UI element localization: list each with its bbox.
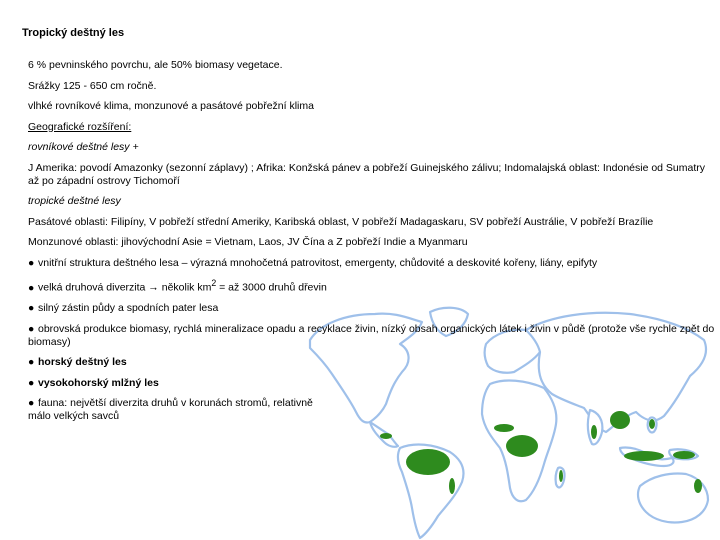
forest-new-guinea: [673, 451, 695, 459]
bullet-text: silný zástin půdy a spodních pater lesa: [38, 302, 219, 314]
forest-brazil-coast: [449, 478, 455, 494]
bullet-text: vnitřní struktura deštného lesa – výrazná mnohočetná patrovitost, emergenty, chůdovité a deskovité kořeny, liány, epifyty: [38, 256, 598, 269]
bullet-text-wrap: [28, 397, 318, 423]
bullet-item: [28, 302, 718, 315]
forest-madagascar: [559, 470, 563, 482]
bullet-icon: ●: [28, 376, 35, 389]
bullet-text: = až 3000 druhů dřevin: [216, 281, 327, 294]
forest-indonesia: [624, 451, 664, 461]
bullet-item: [28, 397, 718, 423]
bullet-item: [28, 257, 718, 270]
bullet-icon: ●: [28, 397, 35, 409]
text-line: Srážky 125 - 650 cm ročně.: [28, 79, 157, 92]
text-body: [28, 59, 718, 431]
bullet-item: [28, 377, 718, 390]
forest-congo: [506, 435, 538, 457]
subheading: rovníkové deštné lesy +: [28, 141, 139, 153]
slide-title: Tropický deštný les: [22, 27, 125, 39]
text-line: Pasátové oblasti: Filipíny, V pobřeží střední Ameriky, Karibská oblast, V pobřeží Madagaskaru, SV pobřeží Austrálie, V pobřeží Brazílie: [28, 215, 654, 228]
bullet-text: vysokohorský mlžný les: [38, 376, 159, 389]
forest-amazon: [406, 449, 450, 475]
text-line: J Amerika: povodí Amazonky (sezonní záplavy) ; Afrika: Konžská pánev a pobřeží Guinejského zálivu; Indomalajská oblast: Indonésie od Sumatry až po západní ostrovy Tichomoří: [28, 161, 706, 187]
bullet-text: velká druhová diverzita → několik km: [38, 281, 212, 294]
bullet-text: obrovská produkce biomasy, rychlá mineralizace opadu a recyklace živin, nízký obsah organických látek i živin v půdě (protože vše rychle zpět do biomasy): [28, 322, 715, 348]
superscript: 2: [211, 278, 217, 288]
text-line: Monzunové oblasti: jihovýchodní Asie = Vietnam, Laos, JV Čína a Z pobřeží Indie a Myanmaru: [28, 236, 468, 248]
bullet-icon: ●: [28, 256, 35, 269]
forest-central-america: [380, 433, 392, 439]
bullet-item: [28, 356, 718, 369]
bullet-item: [28, 323, 718, 349]
bullet-icon: ●: [28, 281, 35, 294]
text-line: 6 % pevninského povrchu, ale 50% biomasy vegetace.: [28, 59, 283, 71]
bullet-text: horský deštný les: [38, 356, 127, 368]
bullet-text: fauna: největší diverzita druhů v korunách stromů, relativně málo velkých savců: [28, 397, 313, 422]
forest-ne-australia: [694, 479, 702, 493]
subheading: tropické deštné lesy: [28, 195, 121, 207]
section-heading: Geografické rozšíření:: [28, 120, 132, 133]
bullet-icon: ●: [28, 356, 35, 368]
text-line: vlhké rovníkové klima, monzunové a pasátové pobřežní klima: [28, 100, 314, 112]
bullet-icon: ●: [28, 302, 35, 314]
bullet-icon: ●: [28, 322, 35, 335]
bullet-item: [28, 277, 718, 295]
